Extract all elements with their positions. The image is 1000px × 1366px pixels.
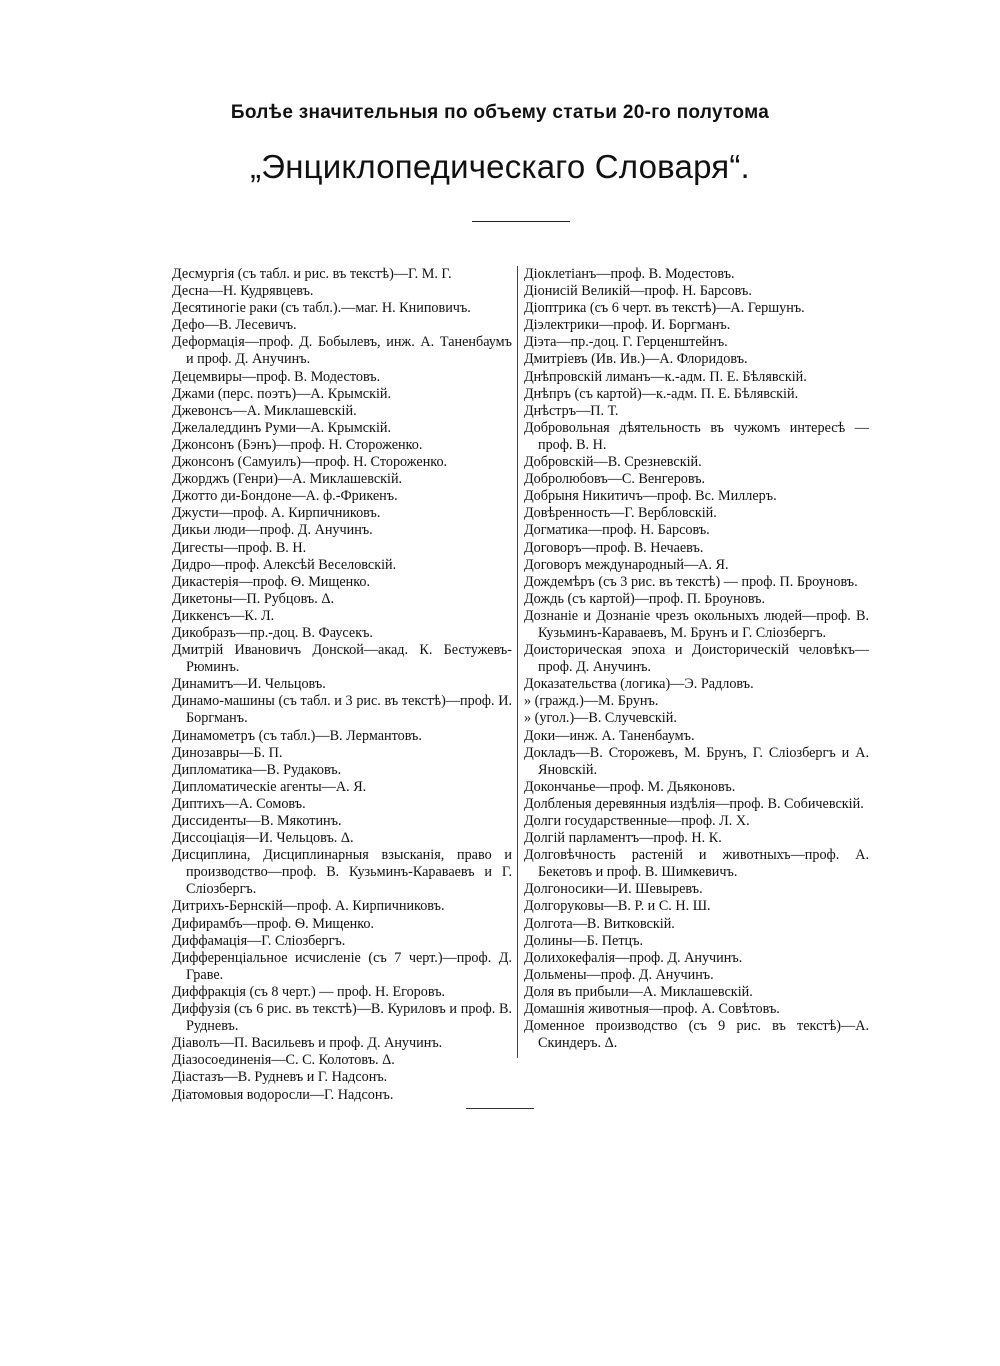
- article-entry: Дмитрій Ивановичъ Донской—акад. К. Бестужевъ-Рюминъ.: [172, 642, 512, 676]
- heading-rule: [472, 221, 570, 222]
- article-entry: Диффракція (съ 8 черт.) — проф. Н. Егоровъ.: [172, 983, 446, 1000]
- article-entry: Десна—Н. Кудрявцевъ.: [172, 283, 314, 300]
- article-entry: Доменное производство (съ 9 рис. въ текстѣ)—А. Скиндеръ. Δ.: [524, 1018, 869, 1052]
- article-entry: Децемвиры—проф. В. Модестовъ.: [172, 368, 381, 385]
- article-entry: Доисторическая эпоха и Доисторическій человѣкъ—проф. Д. Анучинъ.: [524, 642, 869, 676]
- heading-line-2: „Энциклопедическаго Словаря“.: [250, 148, 750, 185]
- article-entry: Долгоруковы—В. Р. и С. Н. Ш.: [524, 898, 711, 915]
- article-entry: Докончанье—проф. М. Дьяконовъ.: [524, 778, 736, 795]
- article-entry: Долихокефалія—проф. Д. Анучинъ.: [524, 949, 743, 966]
- article-entry: Долговѣчность растеній и животныхъ—проф. А. Бекетовъ и проф. В. Шимкевичъ.: [524, 847, 869, 881]
- article-entry: Діонисій Великій—проф. Н. Барсовъ.: [524, 283, 752, 300]
- column-divider: [517, 266, 518, 1058]
- article-entry: Дождемѣръ (съ 3 рис. въ текстѣ) — проф. П. Броуновъ.: [524, 573, 858, 590]
- article-entry: Дисциплина, Дисциплинарныя взысканія, право и производство—проф. В. Кузьминъ-Караваевъ и Г. Слiозбергъ.: [172, 847, 512, 898]
- article-entry: Дефо—В. Лесевичъ.: [172, 317, 297, 334]
- article-entry: Догматика—проф. Н. Барсовъ.: [524, 522, 710, 539]
- article-entry: Диффамація—Г. Слiозбергъ.: [172, 932, 346, 949]
- article-entry: Дидро—проф. Алексѣй Веселовскій.: [172, 556, 397, 573]
- article-entry: Джотто ди-Бондоне—А. ф.-Фрикенъ.: [172, 488, 398, 505]
- article-entry: Долги государственные—проф. Л. Х.: [524, 813, 750, 829]
- article-entry: Долины—Б. Петцъ.: [524, 932, 644, 949]
- article-entry: Дигесты—проф. В. Н.: [172, 539, 307, 556]
- article-entry: » (угол.)—В. Случевскій.: [524, 710, 677, 727]
- article-entry: Динамитъ—И. Чельцовъ.: [172, 676, 326, 693]
- article-entry: Діэлектрики—проф. И. Боргманъ.: [524, 317, 731, 334]
- article-entry: Договоръ международный—А. Я.: [524, 556, 729, 573]
- article-entry: Десмургія (съ табл. и рис. въ текстѣ)—Г. М. Г.: [172, 266, 452, 282]
- article-entry: Диккенсъ—К. Л.: [172, 607, 275, 624]
- article-entry: Діазосоединенія—С. С. Колотовъ. Δ.: [172, 1052, 395, 1069]
- article-entry: Дикьи люди—проф. Д. Анучинъ.: [172, 522, 373, 539]
- article-entry: Діэта—пр.-доц. Г. Герценштейнъ.: [524, 334, 728, 351]
- article-entry: Дипломатика—В. Рудаковъ.: [172, 761, 342, 778]
- article-entry: Долгота—В. Витковскій.: [524, 915, 675, 932]
- article-entry: Джонсонъ (Бэнъ)—проф. Н. Стороженко.: [172, 436, 423, 453]
- article-entry: Десятиногіе раки (съ табл.).—маг. Н. Книповичъ.: [172, 300, 471, 317]
- article-entry: Днѣстръ—П. Т.: [524, 402, 619, 419]
- article-entry: Долгоносики—И. Шевыревъ.: [524, 881, 703, 898]
- left-column: [172, 266, 512, 1104]
- article-entry: Добролюбовъ—С. Венгеровъ.: [524, 471, 706, 488]
- article-entry: Домашнія животныя—проф. А. Совѣтовъ.: [524, 1001, 780, 1018]
- article-entry: Добровольная дѣятельность въ чужомъ интересѣ —проф. В. Н.: [524, 419, 869, 453]
- article-entry: Джусти—проф. А. Кирпичниковъ.: [172, 505, 381, 522]
- right-column: [524, 266, 869, 1052]
- article-entry: Динамо-машины (съ табл. и 3 рис. въ текстѣ)—проф. И. Боргманъ.: [172, 693, 512, 727]
- article-entry: Динамометръ (съ табл.)—В. Лермантовъ.: [172, 727, 422, 744]
- article-entry: Диффузія (съ 6 рис. въ текстѣ)—В. Куриловъ и проф. В. Рудневъ.: [172, 1001, 512, 1035]
- heading-line-1: Болѣе значительныя по объему статьи 20-го полутома: [230, 102, 770, 123]
- article-entry: Диссоціація—И. Чельцовъ. Δ.: [172, 830, 354, 847]
- article-entry: Днѣпровскій лиманъ—к.-адм. П. Е. Бѣлявскій.: [524, 368, 807, 385]
- article-entry: Дифференціальное исчисленіе (съ 7 черт.)—проф. Д. Граве.: [172, 949, 512, 983]
- article-entry: Долгій парламентъ—проф. Н. К.: [524, 830, 722, 847]
- article-entry: Діастазъ—В. Рудневъ и Г. Надсонъ.: [172, 1069, 388, 1086]
- article-entry: Добрыня Никитичъ—проф. Вс. Миллеръ.: [524, 488, 777, 505]
- article-entry: Діоклетіанъ—проф. В. Модестовъ.: [524, 266, 735, 282]
- article-entry: Дитрихъ-Бернскій—проф. А. Кирпичниковъ.: [172, 898, 445, 915]
- bottom-rule: [466, 1108, 534, 1109]
- article-entry: Дикетоны—П. Рубцовъ. Δ.: [172, 590, 335, 607]
- article-entry: Джонсонъ (Самуилъ)—проф. Н. Стороженко.: [172, 454, 448, 471]
- article-entry: Діаволъ—П. Васильевъ и проф. Д. Анучинъ.: [172, 1035, 443, 1052]
- article-entry: Дикобразъ—пр.-доц. В. Фаусекъ.: [172, 624, 373, 641]
- article-entry: Диссиденты—В. Мякотинъ.: [172, 813, 342, 829]
- article-entry: Добровскій—В. Срезневскій.: [524, 454, 702, 471]
- article-entry: Диптихъ—А. Сомовъ.: [172, 795, 306, 812]
- article-entry: Договоръ—проф. В. Нечаевъ.: [524, 539, 704, 556]
- article-entry: Діоптрика (съ 6 черт. въ текстѣ)—А. Гершунъ.: [524, 300, 805, 317]
- article-entry: Довѣренность—Г. Вербловскій.: [524, 505, 717, 522]
- article-entry: Джорджъ (Генри)—А. Миклашевскій.: [172, 471, 403, 488]
- article-entry: Джевонсъ—А. Миклашевскій.: [172, 402, 357, 419]
- article-entry: Джами (перс. поэтъ)—А. Крымскій.: [172, 385, 392, 402]
- article-entry: Деформація—проф. Д. Бобылевъ, инж. А. Таненбаумъ и проф. Д. Анучинъ.: [172, 334, 512, 368]
- article-entry: Докладъ—В. Сторожевъ, М. Брунъ, Г. Слiозбергъ и А. Яновскій.: [524, 744, 869, 778]
- article-entry: Долбленыя деревянныя издѣлія—проф. В. Собичевскій.: [524, 795, 864, 812]
- article-entry: Доля въ прибыли—А. Миклашевскій.: [524, 983, 753, 1000]
- article-entry: Дикастерія—проф. Ѳ. Мищенко.: [172, 573, 371, 590]
- article-entry: Доки—инж. А. Таненбаумъ.: [524, 727, 695, 744]
- article-entry: Динозавры—Б. П.: [172, 744, 283, 761]
- article-entry: Дмитріевъ (Ив. Ив.)—А. Флоридовъ.: [524, 351, 748, 368]
- article-entry: Дифирамбъ—проф. Ѳ. Мищенко.: [172, 915, 375, 932]
- article-entry: Дипломатическіе агенты—А. Я.: [172, 778, 367, 795]
- article-entry: Доказательства (логика)—Э. Радловъ.: [524, 676, 754, 693]
- article-entry: Дождь (съ картой)—проф. П. Броуновъ.: [524, 590, 766, 607]
- article-entry: Дольмены—проф. Д. Анучинъ.: [524, 966, 714, 983]
- article-entry: Джелаледдинъ Руми—А. Крымскій.: [172, 419, 392, 436]
- article-entry: Днѣпръ (съ картой)—к.-адм. П. Е. Бѣлявскій.: [524, 385, 799, 402]
- article-entry: » (гражд.)—М. Брунъ.: [524, 693, 659, 710]
- article-entry: Дознаніе и Дознаніе чрезъ окольныхъ людей—проф. В. Кузьминъ-Караваевъ, М. Брунъ и Г. Слiозбергъ.: [524, 607, 869, 641]
- article-entry: Діатомовыя водоросли—Г. Надсонъ.: [172, 1086, 394, 1103]
